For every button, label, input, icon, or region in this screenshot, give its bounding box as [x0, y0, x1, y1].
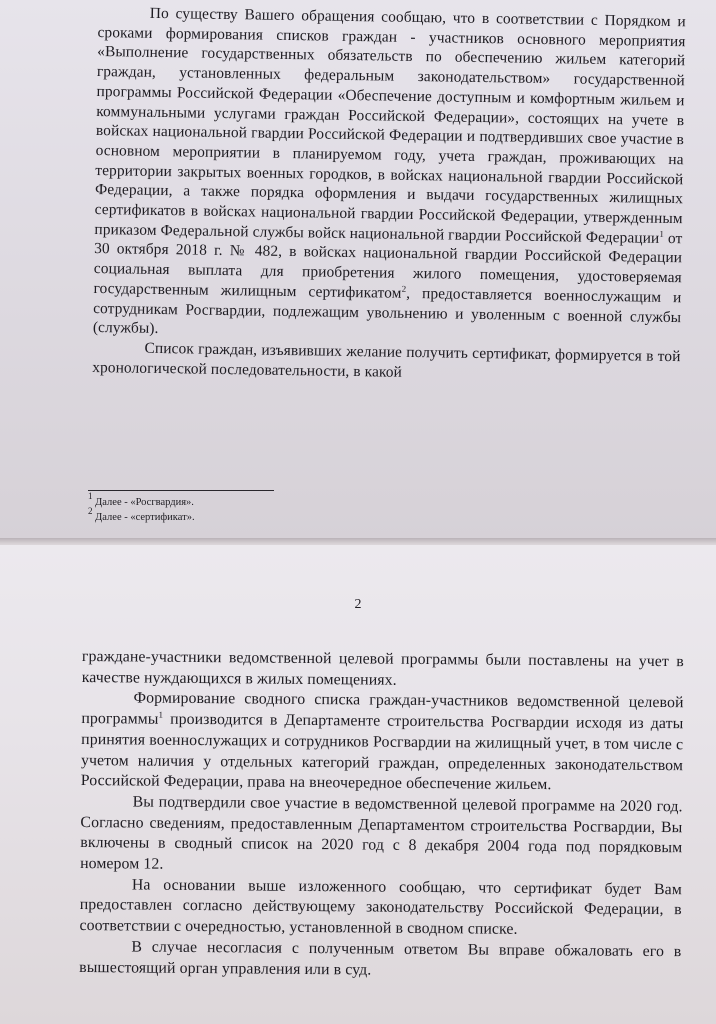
footnotes — [88, 491, 388, 525]
footnote-2: $^2$ Далее - «сертификат». — [88, 506, 195, 523]
paragraph-conclusion: На основании выше изложенного сообщаю, что сертификат будет Вам предоставлен согласно действующему законодательству Российской Федерации, в соответствии с очередностью, установленной в сводном списке. — [79, 876, 682, 938]
paragraph-legal-basis: По существу Вашего обращения сообщаю, что в соответствии с Порядком и сроками формирования списков граждан - участников основного мероприятия «Выполнение государственных обязательств по обеспечению жильем категорий граждан, установленных федеральным законодательством» государственной программы Российской Федерации «Обеспечение доступным и комфортным жильем и коммунальными услугами граждан Российской Федерации», состоящих на учете в войсках национальной гвардии Российской Федерации и подтвердивших свое участие в основном мероприятии в планируемом году, учета граждан, проживающих на территории закрытых военных городков, в войсках национальной гвардии Российской Федерации, а также порядка оформления и выдачи государственных жилищных сертификатов в войсках национальной гвардии Российской Федерации, утвержденным приказом Федеральной службы войск национальной гвардии Российской Федерации$^1$ от 30 октября 2018 г. № 482, в войсках национальной гвардии Российской Федерации социальная выплата для приобретения жилого помещения, удостоверяемая государственным жилищным сертификатом$^2$, предоставляется военнослужащим и сотрудникам Росгвардии, подлежащим увольнению и уволенным с военной службы (службы). — [92, 4, 686, 338]
paragraph-list-formation: Список граждан, изъявивших желание получить сертификат, формируется в той хронологической последовательности, в какой — [92, 339, 681, 381]
paragraph-consolidated-list: Формирование сводного списка граждан-участников ведомственной целевой программы$^1$ производится в Департаменте строительства Росгвардии исходя из даты принятия военнослужащих и сотрудников Росгвардии на жилищный учет, в том числе с учетом наличия у отдельных категорий граждан, определенных законодательством Российской Федерации, права на внеочередное обеспечение жильем. — [80, 689, 684, 794]
footnote-ref-2: 2 — [401, 283, 407, 294]
letter-page-2 — [0, 545, 716, 1024]
footnote-divider — [88, 490, 274, 491]
page1-body — [92, 3, 686, 387]
page2-body — [79, 647, 684, 983]
footnote-ref-1: 1 — [659, 228, 665, 239]
footnote-ref-1: 1 — [158, 709, 164, 720]
footnote-1: $^1$ Далее - «Росгвардия». — [88, 491, 194, 508]
paragraph-continuation: граждане-участники ведомственной целевой программы были поставлены на учет в качестве нуждающихся в жилых помещениях. — [81, 647, 684, 689]
paragraph-participation: Вы подтвердили свое участие в ведомственной целевой программе на 2020 год. Согласно сведениям, предоставленным Департаментом строительства Росгвардии, Вы включены в сводный список на 2020 год с 8 декабря 2004 года под порядковым номером 12. — [80, 793, 683, 873]
paragraph-appeal: В случае несогласия с полученным ответом Вы вправе обжаловать его в вышестоящий орган управления или в суд. — [79, 938, 682, 979]
page-number: 2 — [354, 597, 362, 612]
